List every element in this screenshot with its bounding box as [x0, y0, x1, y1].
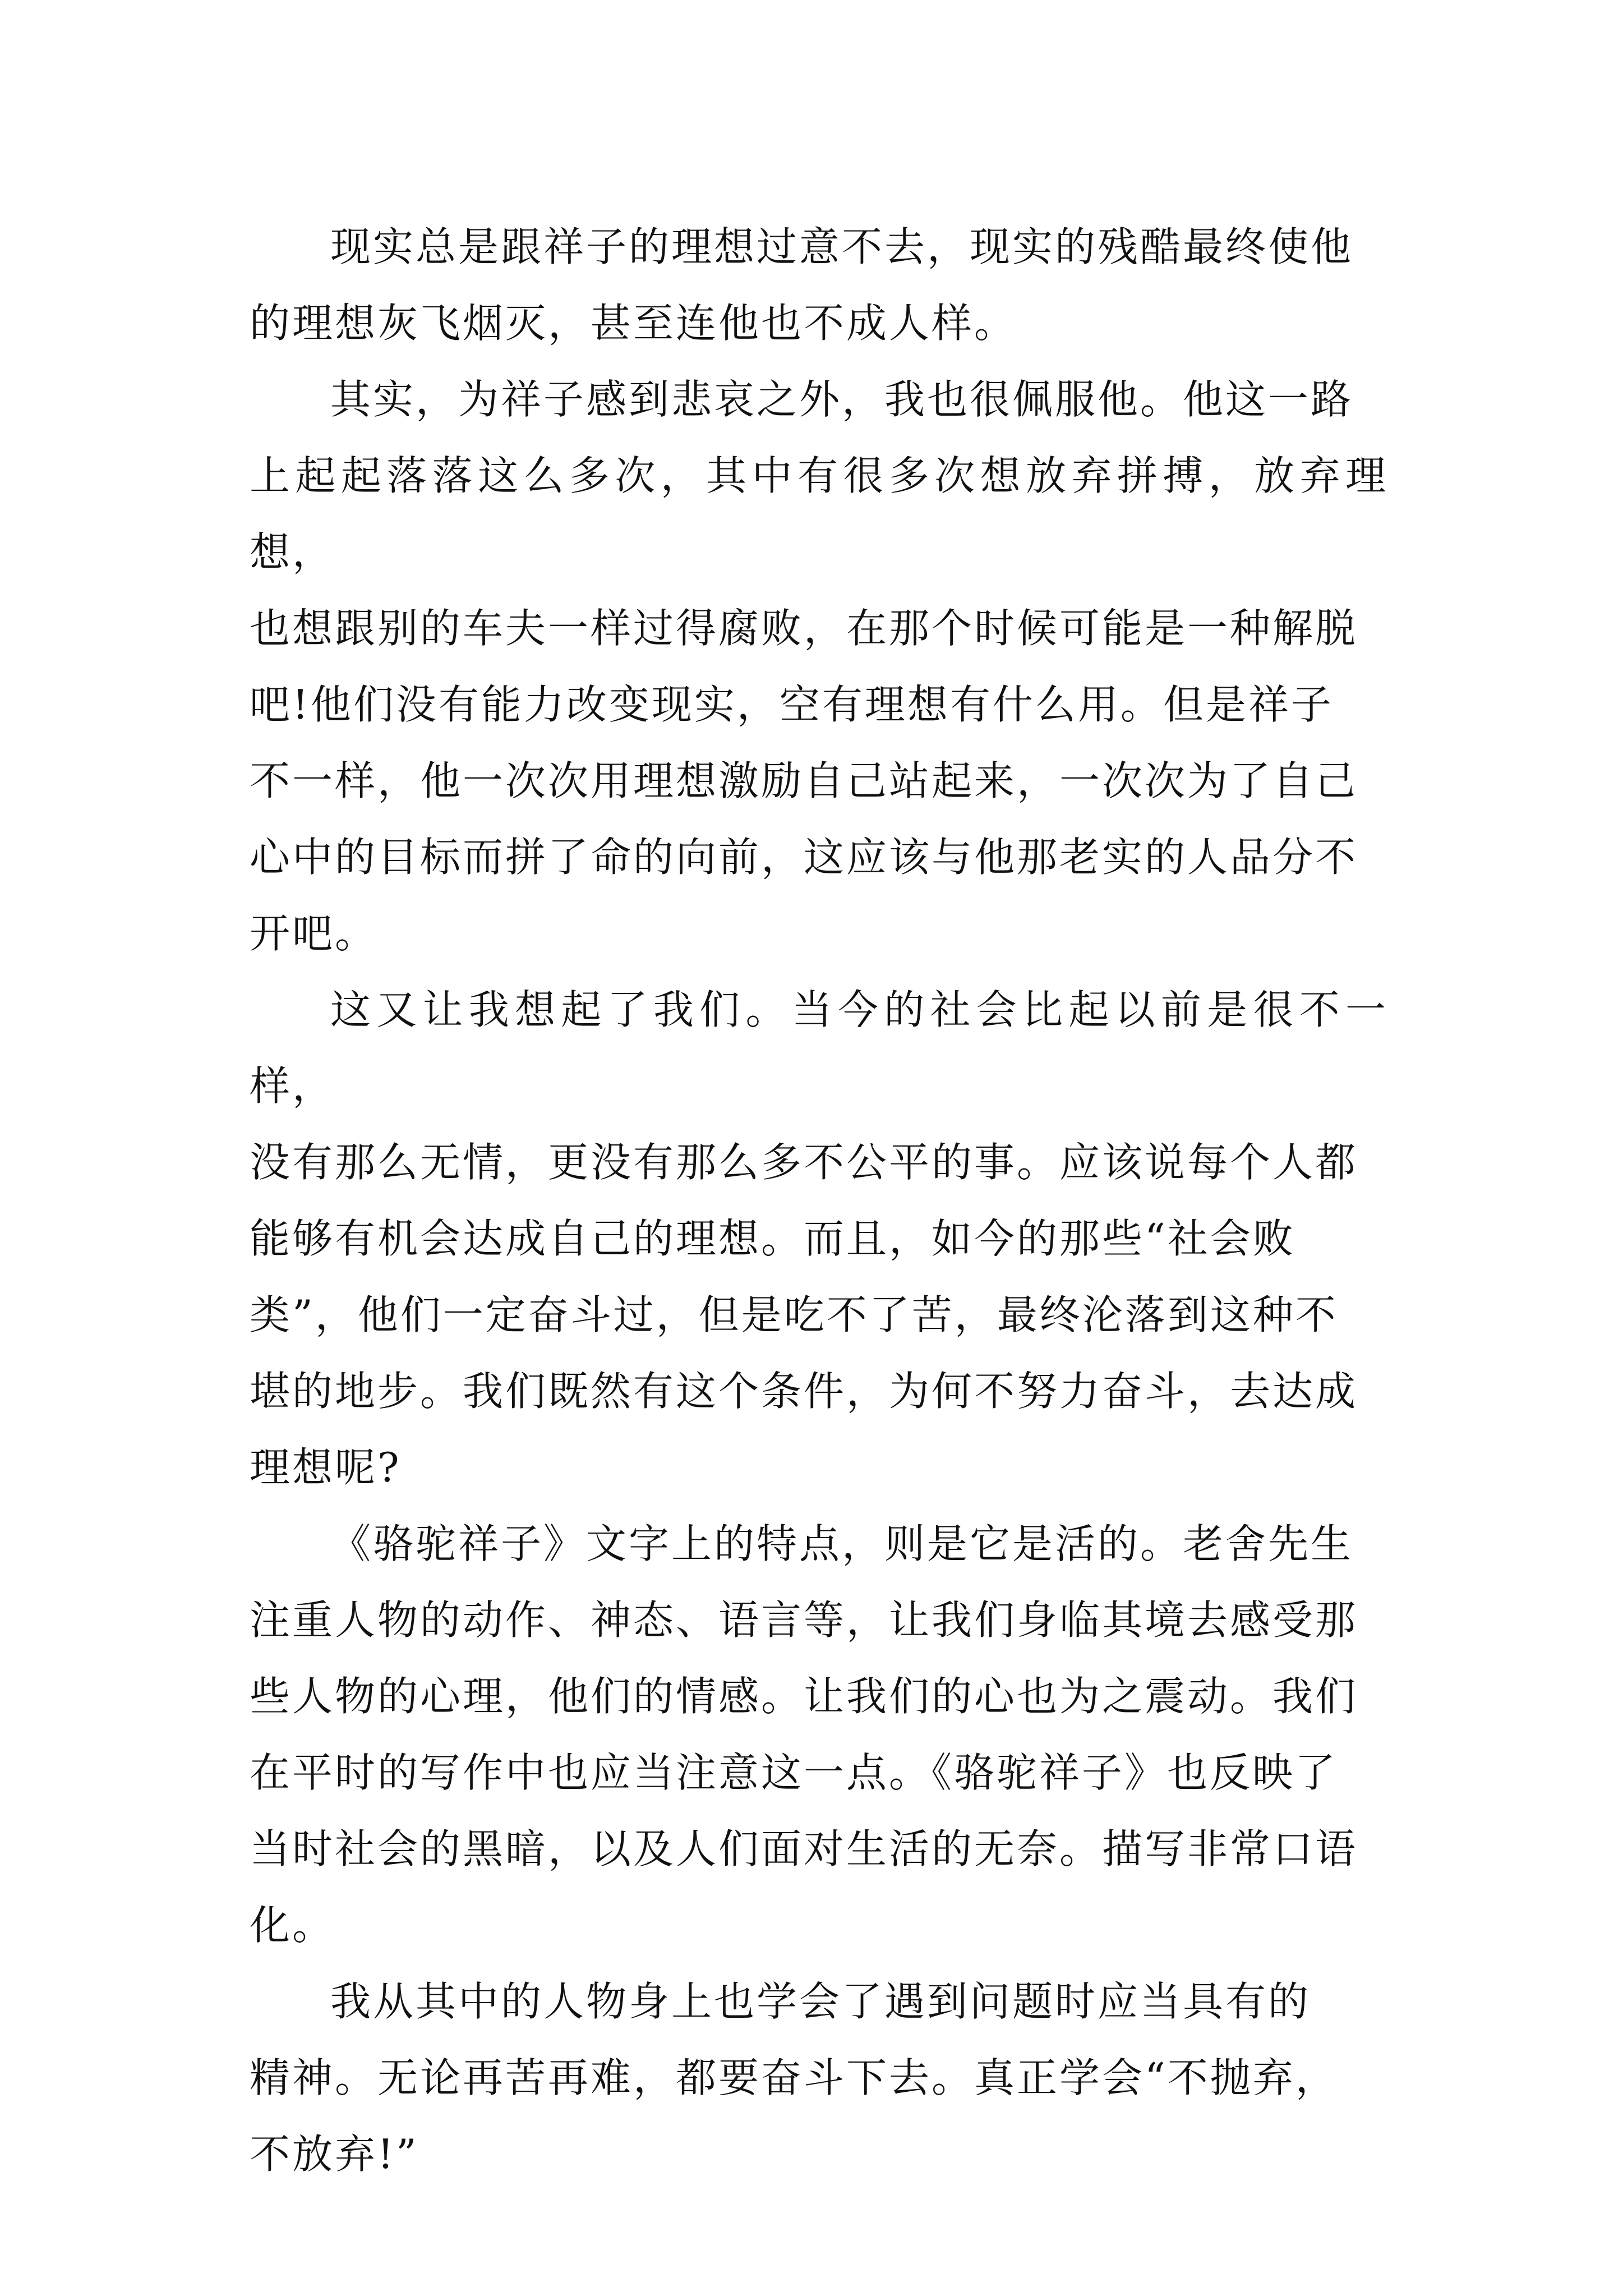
paragraph-4: 《骆驼祥子》文字上的特点，则是它是活的。老舍先生 注重人物的动作、神态、语言等，让我们身临其境去感受那 些人物的心理，他们的情感。让我们的心也为之震动。我们 在平时的写作中也应当注意这一点。《骆驼祥子》也反映了 当时社会的黑暗，以及人们面对生活的无奈。描写非常口语 化。 — [250, 1520, 1358, 1949]
paragraph-3: 这又让我想起了我们。当今的社会比起以前是很不一样， 没有那么无情，更没有那么多不公平的事。应该说每个人都 能够有机会达成自己的理想。而且，如今的那些“社会败 类”，他们一定奋斗过，但是吃不了苦，最终沦落到这种不 堪的地步。我们既然有这个条件，为何不努力奋斗，去达成 理想呢? — [250, 986, 1388, 1491]
paragraph-1: 现实总是跟祥子的理想过意不去，现实的残酷最终使他 的理想灰飞烟灭，甚至连他也不成人样。 — [250, 223, 1354, 347]
paragraph-5: 我从其中的人物身上也学会了遇到问题时应当具有的 精神。无论再苦再难，都要奋斗下去。真正学会“不抛弃， 不放弃!” — [250, 1978, 1338, 2178]
document-body — [250, 209, 1388, 2192]
paragraph-2: 其实，为祥子感到悲哀之外，我也很佩服他。他这一路 上起起落落这么多次，其中有很多次想放弃拼搏，放弃理想， 也想跟别的车夫一样过得腐败，在那个时候可能是一种解脱 吧!他们没有能力改变现实，空有理想有什么用。但是祥子 不一样，他一次次用理想激励自己站起来，一次次为了自己 心中的目标而拼了命的向前，这应该与他那老实的人品分不 开吧。 — [250, 376, 1388, 957]
